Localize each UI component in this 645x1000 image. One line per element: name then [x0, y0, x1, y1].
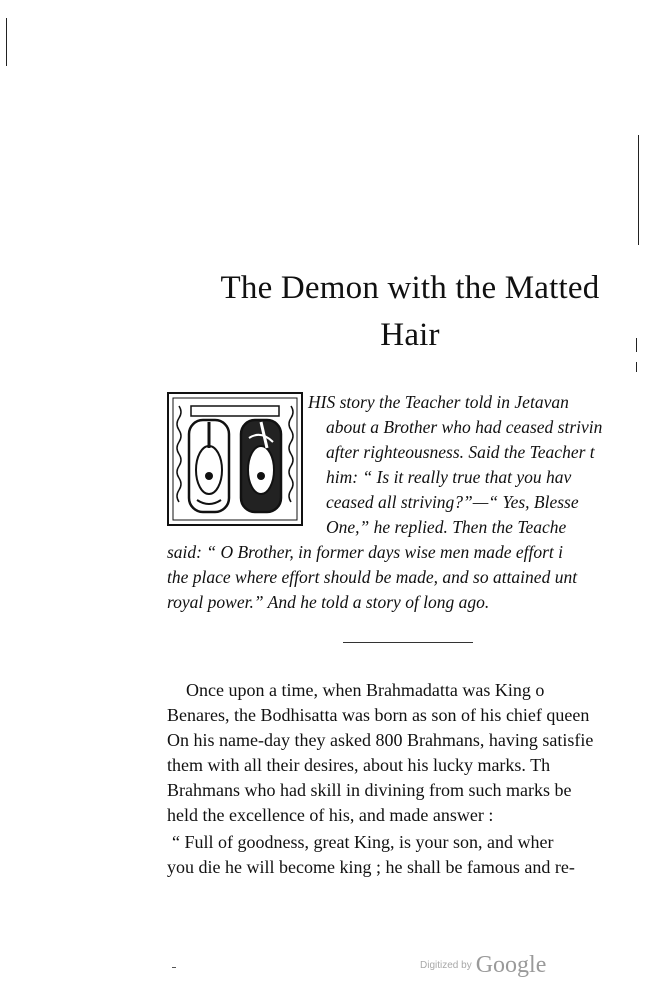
drop-cap-initial	[167, 392, 303, 526]
page-title-line2: Hair	[380, 317, 440, 353]
body-line: Brahmans who had skill in divining from such marks be	[167, 780, 572, 800]
digitized-watermark	[420, 952, 546, 979]
page-title-line1: The Demon with the Matted	[220, 270, 600, 306]
intro-line: about a Brother who had ceased strivin	[326, 417, 603, 437]
body-line: held the excellence of his, and made answer :	[167, 805, 494, 825]
body-line: On his name-day they asked 800 Brahmans, having satisfie	[167, 730, 594, 750]
intro-line: royal power.” And he told a story of long ago.	[167, 592, 490, 612]
intro-line: said: “ O Brother, in former days wise men made effort i	[167, 542, 563, 562]
intro-line: after righteousness. Said the Teacher t	[326, 442, 595, 462]
right-edge-mark	[638, 135, 639, 245]
intro-line: ceased all striving?”—“ Yes, Blesse	[326, 492, 579, 512]
intro-line: the place where effort should be made, and so attained unt	[167, 567, 578, 587]
body-line: “ Full of goodness, great King, is your son, and wher	[172, 832, 554, 852]
body-line: Benares, the Bodhisatta was born as son of his chief queen	[167, 705, 590, 725]
body-line: Once upon a time, when Brahmadatta was King o	[186, 680, 545, 700]
intro-line: HIS story the Teacher told in Jetavan	[308, 392, 569, 412]
body-line: them with all their desires, about his lucky marks. Th	[167, 755, 551, 775]
ornamental-initial-icon	[167, 392, 303, 526]
scan-tick-mark	[172, 967, 176, 968]
right-edge-mark-small-2	[636, 362, 637, 372]
digitized-label: Digitized by	[420, 960, 472, 971]
left-edge-mark	[6, 18, 7, 66]
intro-line: One,” he replied. Then the Teache	[326, 517, 567, 537]
body-line: you die he will become king ; he shall be famous and re-	[167, 857, 575, 877]
google-logo: Google	[475, 952, 547, 978]
intro-line: him: “ Is it really true that you hav	[326, 467, 572, 487]
section-divider	[343, 642, 473, 643]
